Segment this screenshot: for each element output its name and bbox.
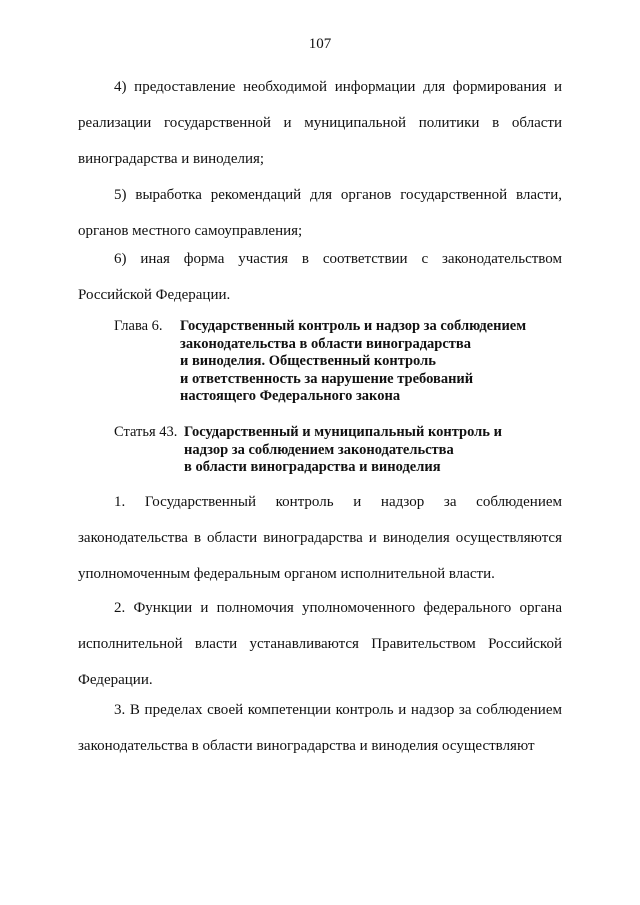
paragraph-item-6: 6) иная форма участия в соответствии с законодательством Российской Федерации. [78, 251, 562, 303]
paragraph-item-5: 5) выработка рекомендаций для органов государственной власти, органов местного самоуправления; [78, 187, 562, 239]
paragraph-article-3: 3. В пределах своей компетенции контроль и надзор за соблюдением законодательства в области виноградарства и виноделия осуществляют [78, 702, 562, 754]
paragraph-article-2: 2. Функции и полномочия уполномоченного федерального органа исполнительной власти устанавливаются Правительством Российской Федерации. [78, 600, 562, 688]
article-label: Статья 43. [114, 424, 178, 440]
paragraph-article-1: 1. Государственный контроль и надзор за соблюдением законодательства в области виноградарства и виноделия осуществляются уполномоченным федеральным органом исполнительной власти. [78, 494, 562, 582]
chapter-label: Глава 6. [114, 318, 163, 334]
page-number: 107 [308, 36, 332, 52]
article-title: Государственный и муниципальный контроль и надзор за соблюдением законодательства в области виноградарства и виноделия [184, 424, 502, 475]
chapter-title: Государственный контроль и надзор за соблюдением законодательства в области виноградарства и виноделия. Общественный контроль и ответственность за нарушение требований настоящего Федерального закона [180, 318, 527, 404]
article-heading [114, 424, 564, 480]
chapter-heading [114, 318, 564, 408]
paragraph-item-4: 4) предоставление необходимой информации для формирования и реализации государственной и муниципальной политики в области виноградарства и виноделия; [78, 79, 562, 167]
